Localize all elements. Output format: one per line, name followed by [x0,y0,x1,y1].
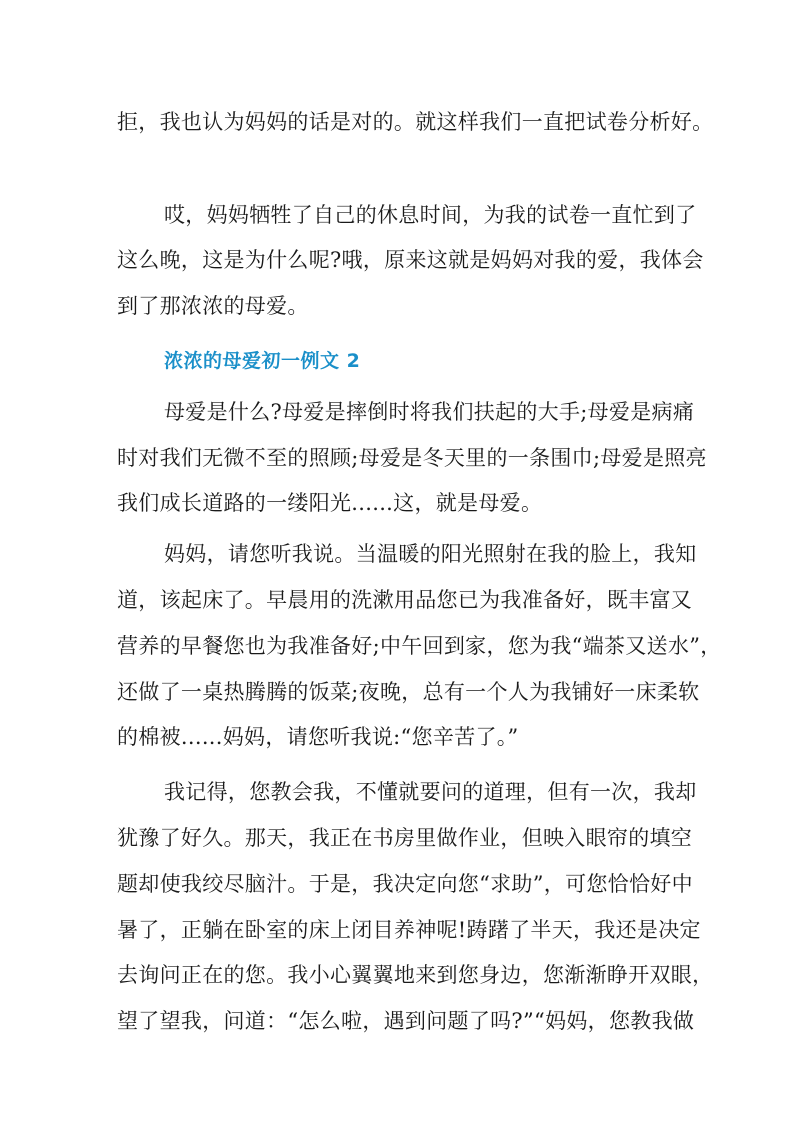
paragraph-line: 去询问正在的您。我小心翼翼地来到您身边，您渐渐睁开双眼， [117,963,714,987]
paragraph-line: 母爱是什么?母爱是摔倒时将我们扶起的大手;母爱是病痛 [164,400,695,424]
paragraph-line: 妈妈，请您听我说。当温暖的阳光照射在我的脸上，我知 [164,542,697,566]
paragraph-line: 到了那浓浓的母爱。 [117,294,309,318]
paragraph-line: 这么晚，这是为什么呢?哦，原来这就是妈妈对我的爱，我体会 [117,248,704,272]
paragraph-line: 营养的早餐您也为我准备好;中午回到家，您为我“端茶又送水”， [117,634,722,658]
paragraph-line: 道，该起床了。早晨用的洗漱用品您已为我准备好，既丰富又 [117,588,693,612]
paragraph-line: 时对我们无微不至的照顾;母爱是冬天里的一条围巾;母爱是照亮 [117,446,707,470]
paragraph-line: 还做了一桌热腾腾的饭菜;夜晚，总有一个人为我铺好一床柔软 [117,680,700,704]
paragraph-line: 我们成长道路的一缕阳光......这，就是母爱。 [117,491,543,515]
section-heading: 浓浓的母爱初一例文 2 [164,350,361,372]
paragraph-line: 我记得，您教会我，不懂就要问的道理，但有一次，我却 [164,780,697,804]
paragraph-line: 的棉被......妈妈，请您听我说:“您辛苦了。” [117,725,519,749]
paragraph-line: 题却使我绞尽脑汁。于是，我决定向您“求助”，可您恰恰好中 [117,872,693,896]
paragraph-line: 犹豫了好久。那天，我正在书房里做作业，但映入眼帘的填空 [117,826,693,850]
paragraph-line: 哎，妈妈牺牲了自己的休息时间，为我的试卷一直忙到了 [164,203,697,227]
paragraph-line: 望了望我，问道：“怎么啦，遇到问题了吗?”“妈妈，您教我做 [117,1009,695,1033]
paragraph-line: 拒，我也认为妈妈的话是对的。就这样我们一直把试卷分析好。 [117,110,714,134]
paragraph-line: 暑了，正躺在卧室的床上闭目养神呢!踌躇了半天，我还是决定 [117,918,701,942]
